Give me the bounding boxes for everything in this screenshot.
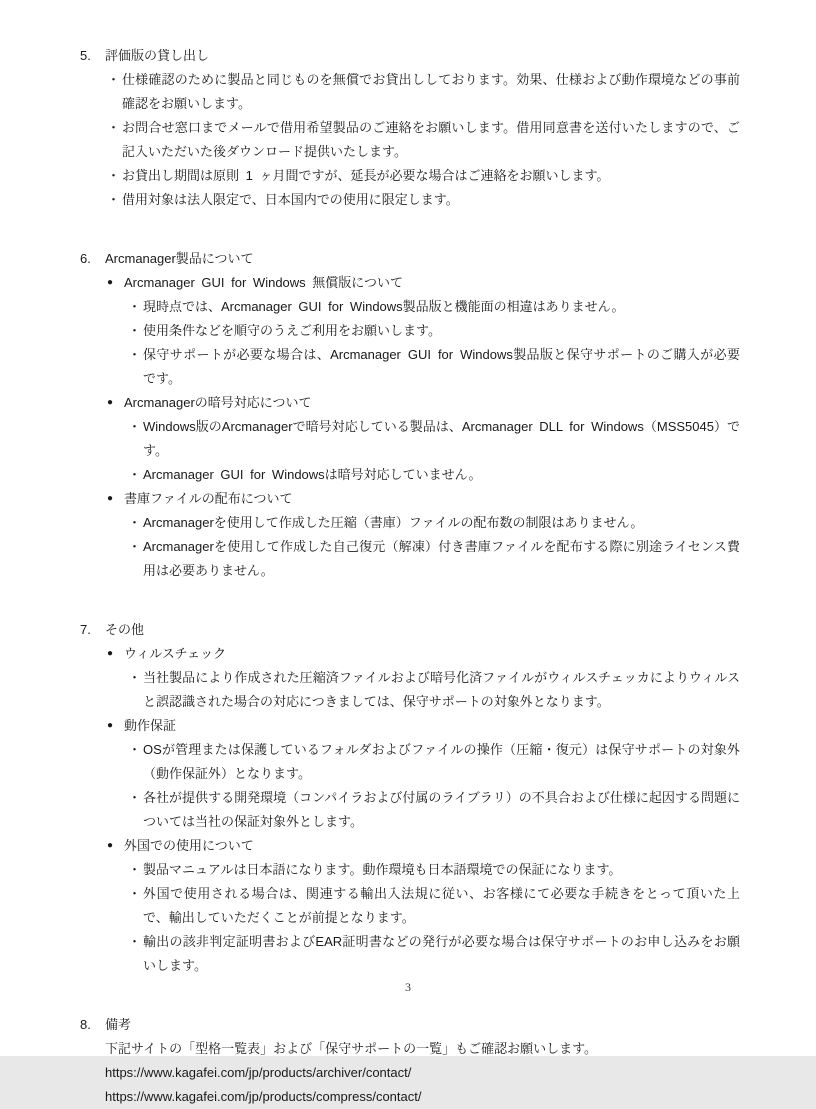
document-body (80, 44, 740, 1109)
section-number: 5. (80, 48, 91, 63)
bullet-icon: ・ (128, 742, 142, 757)
bullet-icon: ・ (107, 168, 121, 183)
list-item (80, 487, 740, 511)
item-text: 保守サポートが必要な場合は、Arcmanager GUI for Windows製品版と保守サポートのご購入が必要です。 (143, 347, 740, 386)
item-text: 現時点では、Arcmanager GUI for Windows製品版と機能面の相違はありません。 (143, 299, 625, 314)
bullet-icon: ● (107, 493, 114, 504)
page-footer (0, 978, 816, 996)
bullet-icon: ● (107, 840, 114, 851)
item-text: Arcmanagerを使用して作成した自己復元（解凍）付き書庫ファイルを配布する際に別途ライセンス費用は必要ありません。 (143, 539, 740, 578)
list-item (80, 714, 740, 738)
bullet-icon: ・ (128, 539, 142, 554)
section-items (80, 1037, 740, 1109)
bullet-icon: ・ (128, 790, 142, 805)
bullet-icon: ・ (128, 934, 142, 949)
section-heading (80, 44, 740, 68)
bullet-icon: ・ (107, 120, 121, 135)
list-item (80, 295, 740, 319)
list-item (80, 858, 740, 882)
section-title: Arcmanager製品について (105, 251, 254, 266)
list-item (80, 666, 740, 714)
bullet-icon: ● (107, 277, 114, 288)
item-text: 輸出の該非判定証明書およびEAR証明書などの発行が必要な場合は保守サポートのお申し込みをお願いします。 (143, 934, 740, 973)
list-item (80, 68, 740, 116)
bullet-icon: ・ (128, 670, 142, 685)
item-text: お問合せ窓口までメールで借用希望製品のご連絡をお願いします。借用同意書を送付いたしますので、ご記入いただいた後ダウンロード提供いたします。 (122, 120, 740, 159)
bullet-icon: ● (107, 720, 114, 731)
bullet-icon: ・ (128, 515, 142, 530)
section-number: 7. (80, 622, 91, 637)
list-item (80, 319, 740, 343)
section-number: 8. (80, 1017, 91, 1032)
list-item (80, 343, 740, 391)
section-title: 評価版の貸し出し (105, 48, 210, 63)
section-items (80, 642, 740, 978)
section-title: 備考 (105, 1017, 132, 1032)
bullet-icon: ・ (128, 323, 142, 338)
item-text: 各社が提供する開発環境（コンパイラおよび付属のライブラリ）の不具合および仕様に起因する問題については当社の保証対象外とします。 (143, 790, 740, 829)
item-text: ウィルスチェック (124, 646, 227, 661)
list-item (80, 1037, 740, 1061)
list-item (80, 116, 740, 164)
list-item (80, 164, 740, 188)
list-item (80, 1085, 740, 1109)
list-item (80, 786, 740, 834)
item-text: 下記サイトの「型格一覧表」および「保守サポートの一覧」もご確認お願いします。 (105, 1041, 598, 1056)
list-item (80, 834, 740, 858)
item-text: Arcmanager GUI for Windows 無償版について (124, 275, 404, 290)
section-8 (80, 1013, 740, 1109)
bullet-icon: ・ (107, 72, 121, 87)
item-text: お貸出し期間は原則 1 ヶ月間ですが、延長が必要な場合はご連絡をお願いします。 (122, 168, 610, 183)
list-item (80, 738, 740, 786)
bullet-icon: ・ (128, 419, 142, 434)
bullet-icon: ● (107, 397, 114, 408)
item-text: 書庫ファイルの配布について (124, 491, 293, 506)
item-text: 外国で使用される場合は、関連する輸出入法規に従い、お客様にて必要な手続きをとって頂いた上で、輸出していただくことが前提となります。 (143, 886, 740, 925)
list-item (80, 415, 740, 463)
section-7 (80, 618, 740, 978)
section-items (80, 68, 740, 212)
bullet-icon: ・ (128, 862, 142, 877)
bullet-icon: ・ (128, 467, 142, 482)
item-text: 動作保証 (124, 718, 177, 733)
bullet-icon: ・ (107, 192, 121, 207)
list-item (80, 271, 740, 295)
item-text: 借用対象は法人限定で、日本国内での使用に限定します。 (122, 192, 459, 207)
item-text: Arcmanagerを使用して作成した圧縮（書庫）ファイルの配布数の制限はありません。 (143, 515, 644, 530)
bullet-icon: ● (107, 648, 114, 659)
list-item (80, 511, 740, 535)
list-item (80, 188, 740, 212)
page-number: 3 (405, 980, 411, 994)
bullet-icon: ・ (128, 886, 142, 901)
list-item (80, 642, 740, 666)
list-item (80, 463, 740, 487)
section-heading (80, 1013, 740, 1037)
url-text: https://www.kagafei.com/jp/products/archiver/contact/ (105, 1065, 412, 1080)
item-text: 製品マニュアルは日本語になります。動作環境も日本語環境での保証になります。 (143, 862, 622, 877)
item-text: Arcmanagerの暗号対応について (124, 395, 312, 410)
section-number: 6. (80, 251, 91, 266)
url-text: https://www.kagafei.com/jp/products/compress/contact/ (105, 1089, 422, 1104)
item-text: 仕様確認のために製品と同じものを無償でお貸出ししております。効果、仕様および動作環境などの事前確認をお願いします。 (122, 72, 740, 111)
section-title: その他 (105, 622, 145, 637)
item-text: 当社製品により作成された圧縮済ファイルおよび暗号化済ファイルがウィルスチェッカによりウィルスと誤認識された場合の対応につきましては、保守サポートの対象外となります。 (143, 670, 740, 709)
section-5 (80, 44, 740, 212)
list-item (80, 930, 740, 978)
section-heading (80, 247, 740, 271)
list-item (80, 1061, 740, 1085)
item-text: 使用条件などを順守のうえご利用をお願いします。 (143, 323, 441, 338)
bullet-icon: ・ (128, 299, 142, 314)
item-text: OSが管理または保護しているフォルダおよびファイルの操作（圧縮・復元）は保守サポートの対象外（動作保証外）となります。 (143, 742, 740, 781)
bullet-icon: ・ (128, 347, 142, 362)
item-text: Arcmanager GUI for Windowsは暗号対応していません。 (143, 467, 482, 482)
item-text: Windows版のArcmanagerで暗号対応している製品は、Arcmanager DLL for Windows（MSS5045）です。 (143, 419, 740, 458)
item-text: 外国での使用について (124, 838, 254, 853)
list-item (80, 535, 740, 583)
section-6 (80, 247, 740, 583)
section-heading (80, 618, 740, 642)
section-items (80, 271, 740, 583)
list-item (80, 391, 740, 415)
list-item (80, 882, 740, 930)
